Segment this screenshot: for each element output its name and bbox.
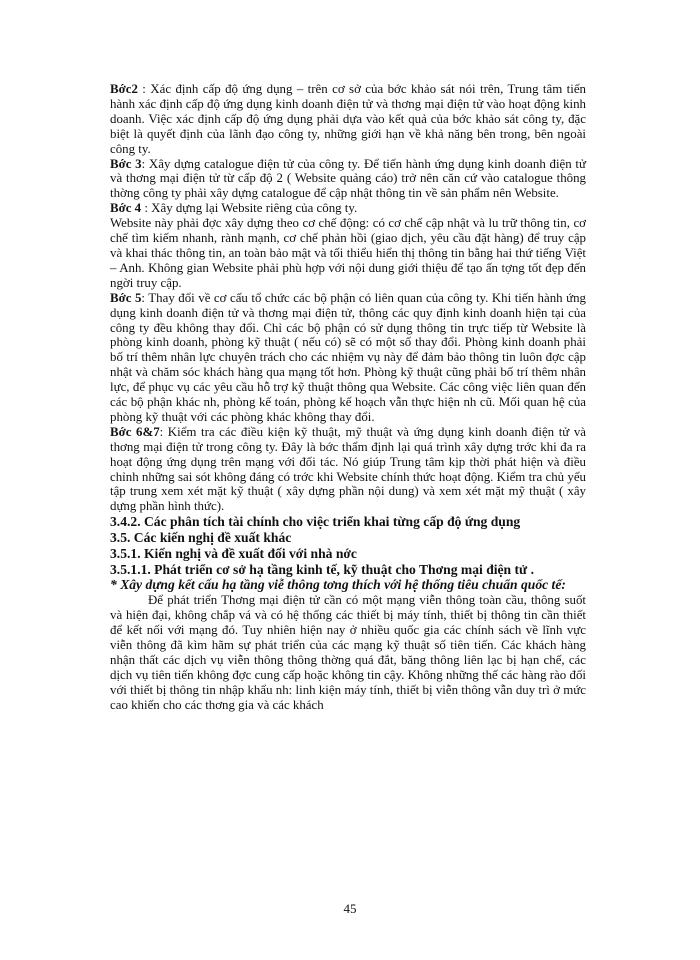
- section-heading-3-5: 3.5. Các kiến nghị đề xuất khác: [110, 530, 292, 546]
- paragraph-text: : Thay đổi về cơ cấu tổ chức các bộ phận có liên quan của công ty. Khi tiến hành ứng dụng kinh doanh điện tử và thơng mại điện tử, thông các quy định kinh doanh hiện tại của công ty đều không thay đổi. Chỉ các bộ phận có sử dụng thông tin trực tiếp từ Website là phòng kinh doanh, phòng kỹ thuật ( nếu có) sẽ có một số thay đổi. Phòng kinh doanh phải bố trí thêm nhân lực chuyên trách cho các nhiệm vụ này để đảm bảo thông tin luôn đợc cập nhật và chăm sóc khách hàng qua mạng tốt hơn. Phòng kỹ thuật cũng phải bố trí thêm nhân lực, để phục vụ các yêu cầu hỗ trợ kỹ thuật thông qua Website. Các công việc liên quan đến các bộ phận khác nh, phòng kế toán, phòng kế hoạch vẫn thực hiện nh cũ. Mối quan hệ của phòng kỹ thuật với các phòng khác không thay đổi.: [110, 290, 586, 424]
- paragraph-text: Website này phải đợc xây dựng theo cơ chế động: có cơ chế cập nhật và lu trữ thông tin, cơ chế tìm kiếm nhanh, rành mạnh, cơ chế phản hồi (giao dịch, yêu cầu đặt hàng) để truy cập và khai thác thông tin, an toàn bảo mật và tối thiểu hiển thị thông tin bằng hai thứ tiếng Việt – Anh. Không gian Website phải phù hợp với nội dung giới thiệu để tạo ấn tợng tốt đẹp đến ngời truy cập.: [110, 216, 586, 290]
- paragraph-text: : Kiểm tra các điều kiện kỹ thuật, mỹ thuật và ứng dụng kinh doanh điện tử và thơng mại điện tử trong công ty. Đây là bớc thẩm định lại quá trình xây dựng trớc khi đa ra hoạt động ứng dụng trên mạng với đối tác. Nó giúp Trung tâm kịp thời phát hiện và điều chỉnh những sai sót không đáng có trớc khi Website chính thức hoạt động. Kiểm tra chủ yếu tập trung xem xét mặt kỹ thuật ( xây dựng phần nội dung) và xem xét mặt mỹ thuật ( xây dựng phần hình thức).: [110, 424, 586, 514]
- paragraph-step-5: [110, 291, 586, 425]
- section-heading-3-5-1: 3.5.1. Kiến nghị và đề xuất đối với nhà nớc: [110, 545, 357, 561]
- paragraph-text: : Xác định cấp độ ứng dụng – trên cơ sở của bớc khảo sát nói trên, Trung tâm tiến hành xác định cấp độ ứng dụng kinh doanh điện tử và thơng mại điện tử vào hoạt động kinh doanh. Việc xác định cấp độ ứng dụng phải dựa vào kết quả của bớc khảo sát công ty, đặc biệt là quyết định của lãnh đạo công ty, những giới hạn về khả năng bên trong, bên ngoài công ty.: [110, 82, 586, 156]
- step-label: Bớc2: [110, 82, 138, 96]
- paragraph-step-3: [110, 157, 586, 202]
- subheading-infrastructure: * Xây dựng kết cấu hạ tầng viễ thông tơng thích với hệ thống tiêu chuẩn quốc tế:: [110, 577, 566, 593]
- section-heading-3-5-1-1: 3.5.1.1. Phát triển cơ sở hạ tầng kinh tế, kỹ thuật cho Thơng mại điện tử .: [110, 561, 535, 577]
- page-number: 45: [343, 901, 357, 916]
- paragraph-website: [110, 216, 586, 291]
- section-heading-3-4-2: 3.4.2. Các phân tích tài chính cho việc triển khai từng cấp độ ứng dụng: [110, 514, 521, 530]
- paragraph-step-6-7: [110, 425, 586, 514]
- step-label: Bớc 6&7: [110, 424, 160, 439]
- step-label: Bớc 3: [110, 156, 142, 171]
- document-page: [110, 82, 586, 713]
- paragraph-text: : Xây dựng lại Website riêng của công ty.: [141, 201, 358, 216]
- step-label: Bớc 4: [110, 201, 142, 216]
- step-label: Bớc 5: [110, 290, 142, 305]
- paragraph-text: : Xây dựng catalogue điện tử của công ty. Để tiến hành ứng dụng kinh doanh điện tử và thơng mại điện tử từ cấp độ 2 ( Website quảng cáo) trở nên căn cứ vào catalogue thông thờng công ty phải xây dựng catalogue để cập nhật thông tin về sản phẩm nên Website.: [110, 156, 586, 201]
- paragraph-step-4: [110, 201, 586, 216]
- paragraph-step-2: [110, 82, 586, 157]
- body-paragraph: Để phát triển Thơng mại điện tử cần có một mạng viễn thông toàn cầu, thông suốt và hiện đại, không chắp vá và có hệ thống các thiết bị máy tính, thiết bị thông tin cần thiết để kết nối với mạng đó. Tuy nhiên hiện nay ở nhiều quốc gia các chính sách về lĩnh vực viễn thông đã kìm hãm sự phát triển của các mạng kỹ thuật số tiên tiến. Các khách hàng nhận thất các dịch vụ viễn thông thông thờng quá đắt, băng thông liên lạc bị hạn chế, các dịch vụ tiên tiến không đợc cung cấp hoặc không tin cậy. Không những thế các hàng rào đối với thiết bị thông tin nhập khẩu nh: linh kiện máy tính, thiết bị viễn thông vẫn duy trì ở mức cao khiến cho các thơng gia và các khách: [110, 593, 586, 712]
